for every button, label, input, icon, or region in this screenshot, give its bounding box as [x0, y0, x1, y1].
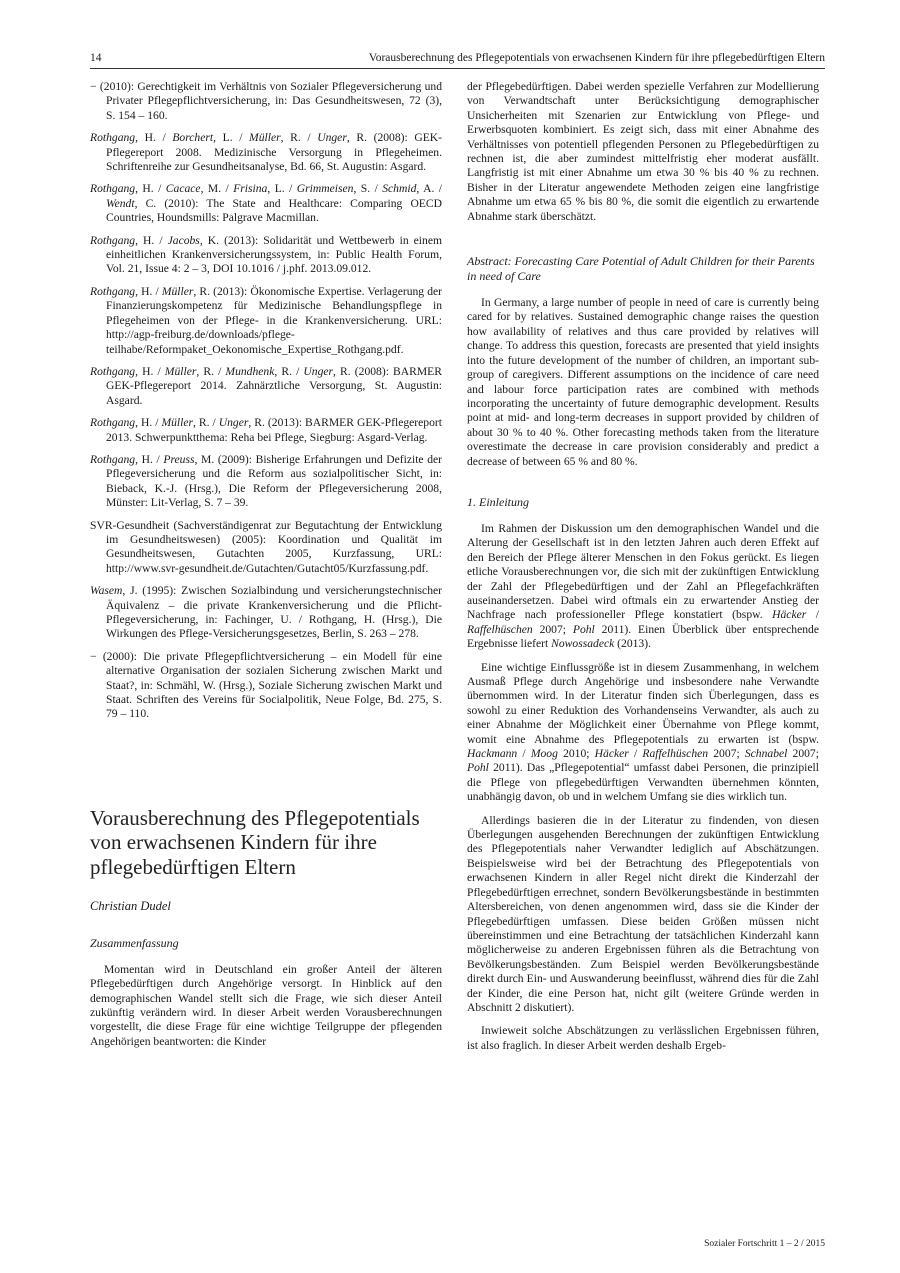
page-number: 14	[90, 52, 102, 64]
reference-entry: Rothgang, H. / Jacobs, K. (2013): Solidarität und Wettbewerb in einem einheitlichen Krankenversicherungssystem, in: Public Health Forum, Vol. 21, Issue 4: 2 – 3, DOI 10.1016 / j.phf. 2013.09.012.	[90, 233, 442, 276]
intro-paragraph-3: Allerdings basieren die in der Literatur zu findenden, von diesen Überlegungen ausgehenden Berechnungen der zukünftigen Entwicklung des Pflegepotentials naher Verwandter lediglich auf Abschätzungen. Beispielsweise wird bei der Betrachtung des Pflegepotentials von erwachsenen Kindern in aller Regel nicht direkt die Kinderzahl der Pflegebedürftigen errechnet, sondern Bevölkerungsbestände in bestimmten Altersbereichen, von denen angenommen wird, dass sie die Kinder der Pflegebedürftigen umfassen. Diese beiden Größen müssen nicht übereinstimmen und eine Betrachtung der tatsächlichen Kinderzahl kann möglicherweise zu anderen Ergebnissen führen als die Betrachtung von Bevölkerungsbeständen. Zum Beispiel werden Bevölkerungsbestände direkt durch Ein- und Auswanderung beeinflusst, während dies für die Zahl der Kinder, die eine Person hat, nicht gilt (weitere Gründe werden in Abschnitt 2 diskutiert).	[467, 813, 819, 1014]
zusammenfassung-heading: Zusammenfassung	[90, 935, 179, 950]
reference-entry: − (2010): Gerechtigkeit im Verhältnis von Sozialer Pflegeversicherung und Privater Pflegepflichtversicherung, in: Das Gesundheitswesen, 72 (3), S. 154 – 160.	[90, 80, 442, 122]
section-1-heading: 1. Einleitung	[467, 494, 529, 509]
intro-paragraph-1: Im Rahmen der Diskussion um den demographischen Wandel und die Alterung der Gesellschaft ist in den letzten Jahren auch deren Effekt auf den Bereich der Pflege älterer Menschen in den Fokus gerückt. Es liegen etliche Vorausberechnungen vor, die sich mit der zukünftigen Entwicklung der Zahl der Pflegebedürftigen und der Zahl an Pflegefachkräften auseinandersetzen. Dabei wird oftmals ein zu erwartender Anstieg der Nachfrage nach professioneller Pflege konstatiert (bspw. Häcker / Raffelhüschen 2007; Pohl 2011). Einen Überblick über entsprechende Ergebnisse liefert Nowossadeck (2013).	[467, 521, 819, 651]
reference-entry: Rothgang, H. / Borchert, L. / Müller, R. / Unger, R. (2008): GEK-Pflegereport 2008. Medizinische Versorgung in Pflegeheimen. Schriftenreihe zur Gesundheitsanalyse, Bd. 66, St. Augustin: Asgard.	[90, 131, 443, 174]
reference-entry: − (2000): Die private Pflegepflichtversicherung – ein Modell für eine alternative Organisation der sozialen Sicherung zwischen Markt und Staat?, in: Schmähl, W. (Hrsg.), Soziale Sicherung zwischen Markt und Staat. Schriften des Vereins für Socialpolitik, Neue Folge, Bd. 275, S. 79 – 110.	[90, 649, 442, 721]
zusammenfassung-text: Momentan wird in Deutschland ein großer Anteil der älteren Pflegebedürftigen durch Angehörige versorgt. In Hinblick auf den demographischen Wandel stellt sich die Frage, wie sich dieser Anteil zukünftig verändern wird. In dieser Arbeit werden Vorausberechnungen vorgestellt, die diese Frage für eine wichtige Teilgruppe der pflegenden Angehörigen beantworten: die Kinder	[90, 962, 442, 1048]
article-title: Vorausberechnung des Pflegepotentials von erwachsenen Kindern für ihre pflegebedürftigen Eltern	[90, 805, 420, 879]
right-column	[467, 80, 819, 1062]
abstract-heading: Abstract: Forecasting Care Potential of Adult Children for their Parents in need of Care	[467, 254, 815, 284]
zusammenfassung-continued: der Pflegebedürftigen. Dabei werden spezielle Verfahren zur Modellierung von Verwandtschaft unter Berücksichtigung demographischer Unsicherheiten mit Szenarien zur Entwicklung von Pflege- und Erwerbsquoten kombiniert. Es zeigt sich, dass mit einer Abnahme des Verhältnisses von potentiell pflegenden Personen zu Pflegebedürftigen zu rechnen ist, die aber zumindest mittelfristig eher moderat ausfällt. Langfristig ist mit einer Abnahme um etwa 30 % bis 40 % zu rechnen. Bisher in der Literatur angewendete Methoden zeigen eine langfristige Abnahme um etwa 65 % bis 80 %, die somit die eigentlich zu erwartende Abnahme stark überschätzt.	[467, 80, 819, 223]
reference-entry: Rothgang, H. / Müller, R. (2013): Ökonomische Expertise. Verlagerung der Finanzierungskompetenz für Medizinische Behandlungspflege in Pflegeheimen von der Pflege- in die Krankenversicherung. URL: http://agp-freiburg.de/downloads/pflege-teilhabe/Reformpaket_Oekonomische_Expertise_Rothgang.pdf.	[90, 284, 442, 356]
running-header	[90, 50, 825, 69]
intro-paragraph-4: Inwieweit solche Abschätzungen zu verlässlichen Ergebnissen führen, ist also fraglich. In dieser Arbeit werden deshalb Ergeb-	[467, 1024, 819, 1052]
reference-entry: Rothgang, H. / Cacace, M. / Frisina, L. / Grimmeisen, S. / Schmid, A. / Wendt, C. (2010): The State and Healthcare: Comparing OECD Countries, Houndsmills: Palgrave Macmillan.	[90, 182, 442, 225]
journal-footer: Sozialer Fortschritt 1 – 2 / 2015	[704, 1239, 825, 1249]
left-column	[90, 80, 442, 1058]
reference-entry: Rothgang, H. / Preuss, M. (2009): Bisherige Erfahrungen und Defizite der Pflegeversicherung und die Reform aus sozialpolitischer Sicht, in: Bieback, K.-J. (Hrsg.), Die Reform der Pflegeversicherung 2008, Münster: Lit-Verlag, S. 7 – 39.	[90, 452, 442, 510]
reference-entry: Rothgang, H. / Müller, R. / Unger, R. (2013): BARMER GEK-Pflegereport 2013. Schwerpunktthema: Reha bei Pflege, Siegburg: Asgard-Verlag.	[90, 416, 442, 444]
abstract-text: In Germany, a large number of people in need of care is currently being cared for by relatives. Sustained demographic change raises the question how availability of relatives and thus care provided by relatives will change. To address this question, forecasts are presented that yield insights into the future development of the number of children, an important sub-group of caregivers. Different assumptions on the incidence of care need and labour force participation rates are combined with methods incorporating the uncertainty of future demographic development. Results point at mid- and long-term decreases in support provided by children of about 30 % to 40 %. Other forecasting methods taken from the literature overestimate the decrease in care provision considerably and predict a decrease of between 65 % and 80 %.	[467, 296, 819, 468]
intro-paragraph-2: Eine wichtige Einflussgröße ist in diesem Zusammenhang, in welchem Ausmaß Pflege durch Angehörige und insbesondere nahe Verwandte übernommen wird. In der Literatur finden sich Überlegungen, dass es sowohl zu einer Reduktion des Vorhandenseins Verwandter, als auch zu einer Abnahme der Möglichkeit einer Übernahme von Pflege kommt, womit eine Abnahme des Pflegepotentials zu erwarten ist (bspw. Hackmann / Moog 2010; Häcker / Raffelhüschen 2007; Schnabel 2007; Pohl 2011). Das „Pflegepotential“ umfasst dabei Personen, die prinzipiell die Pflege von pflegebedürftigen Verwandten übernehmen könnten, unabhängig davon, ob und in welchem Umfang sie dies wirklich tun.	[467, 660, 819, 804]
reference-entry: Wasem, J. (1995): Zwischen Sozialbindung und versicherungstechnischer Äquivalenz – die private Krankenversicherung und die Pflicht-Pflegeversicherung, in: Fachinger, U. / Rothgang, H. (Hrsg.), Die Wirkungen des Pflege-Versicherungsgesetzes, Berlin, S. 263 – 278.	[90, 584, 442, 641]
article-author: Christian Dudel	[90, 899, 171, 914]
running-title: Vorausberechnung des Pflegepotentials von erwachsenen Kindern für ihre pflegebedürftigen Eltern	[368, 52, 825, 64]
reference-list	[90, 80, 442, 722]
reference-entry: Rothgang, H. / Müller, R. / Mundhenk, R. / Unger, R. (2008): BARMER GEK-Pflegereport 2014. Zahnärztliche Versorgung, St. Augustin: Asgard.	[90, 364, 442, 407]
reference-entry: SVR-Gesundheit (Sachverständigenrat zur Begutachtung der Entwicklung im Gesundheitswesen) (2005): Koordination und Qualität im Gesundheitswesen, Gutachten 2005, Kurzfassung, URL: http://www.svr-gesundheit.de/Gutachten/Gutacht05/Kurzfassung.pdf.	[90, 518, 442, 575]
